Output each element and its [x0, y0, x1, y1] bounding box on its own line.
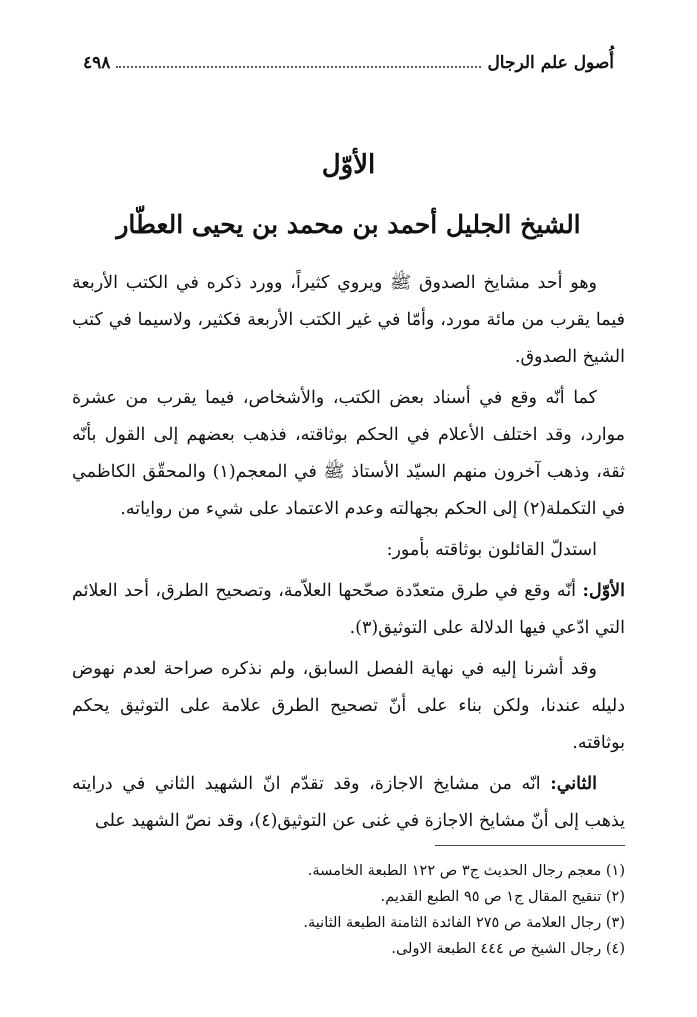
page-number: ٤٩٨: [83, 53, 111, 73]
footnote-item: (٢) تنقيح المقال ج١ ص ٩٥ الطبع القديم.: [380, 889, 625, 905]
point-one-text: أنّه وقع في طرق متعدّدة صحّحها العلاّمة، وتصحيح الطرق، أحد العلائم التي ادّعي فيها الدلالة على التوثيق(٣).: [72, 581, 625, 638]
paragraph-6: [72, 766, 625, 840]
paragraph-1: وهو أحد مشايخ الصدوق ﷺ ويروي كثيراً، وورد ذكره في الكتب الأربعة فيما يقرب من مائة مورد، وأمّا في غير الكتب الأربعة فكثير، ولاسيما في كتب الشيخ الصدوق.: [72, 273, 625, 367]
point-one-label: الأوّل:: [582, 581, 625, 601]
subject-title: الشيخ الجليل أحمد بن محمد بن يحيى العطّار: [116, 210, 581, 239]
paragraph-2: كما أنّه وقع في أسناد بعض الكتب، والأشخاص، فيما يقرب من عشرة موارد، وقد اختلف الأعلام في الحكم بوثاقته، فذهب بعضهم إلى القول بأنّه ثقة، وذهب آخرون منهم السيّد الأستاذ ﷺ في المعجم(١) والمحقّق الكاظمي في التكملة(٢) إلى الحكم بجهالته وعدم الاعتماد على شيء من رواياته.: [72, 388, 626, 519]
paragraph-4: [72, 573, 625, 647]
running-title: أُصول علم الرجال: [487, 53, 614, 73]
paragraph-5: وقد أشرنا إليه في نهاية الفصل السابق، ولم نذكره صراحة لعدم نهوض دليله عندنا، ولكن بناء على أنّ تصحيح الطرق علامة على التوثيق يحكم بوثاقته.: [72, 659, 625, 753]
footnotes: [72, 858, 625, 962]
point-two-text: انّه من مشايخ الاجازة، وقد تقدّم انّ الشهيد الثاني في درايته يذهب إلى أنّ مشايخ الاجازة في غنى عن التوثيق(٤)، وقد نصّ الشهيد على: [72, 774, 625, 831]
body-text: [72, 265, 625, 844]
footnote-item: (٤) رجال الشيخ ص ٤٤٤ الطبعة الاولى.: [391, 941, 625, 957]
dotted-leader: [116, 66, 481, 68]
running-header: [75, 50, 622, 76]
paragraph-3: استدلّ القائلون بوثاقته بأمور:: [386, 540, 597, 560]
point-two-label: الثاني:: [550, 774, 597, 794]
footnote-item: (٣) رجال العلامة ص ٢٧٥ الفائدة الثامنة الطبعة الثانية.: [303, 915, 625, 931]
footnote-rule: [435, 845, 625, 846]
section-title: الأوّل: [321, 150, 376, 180]
footnote-item: (١) معجم رجال الحديث ج٣ ص ١٢٢ الطبعة الخامسة.: [307, 863, 625, 879]
